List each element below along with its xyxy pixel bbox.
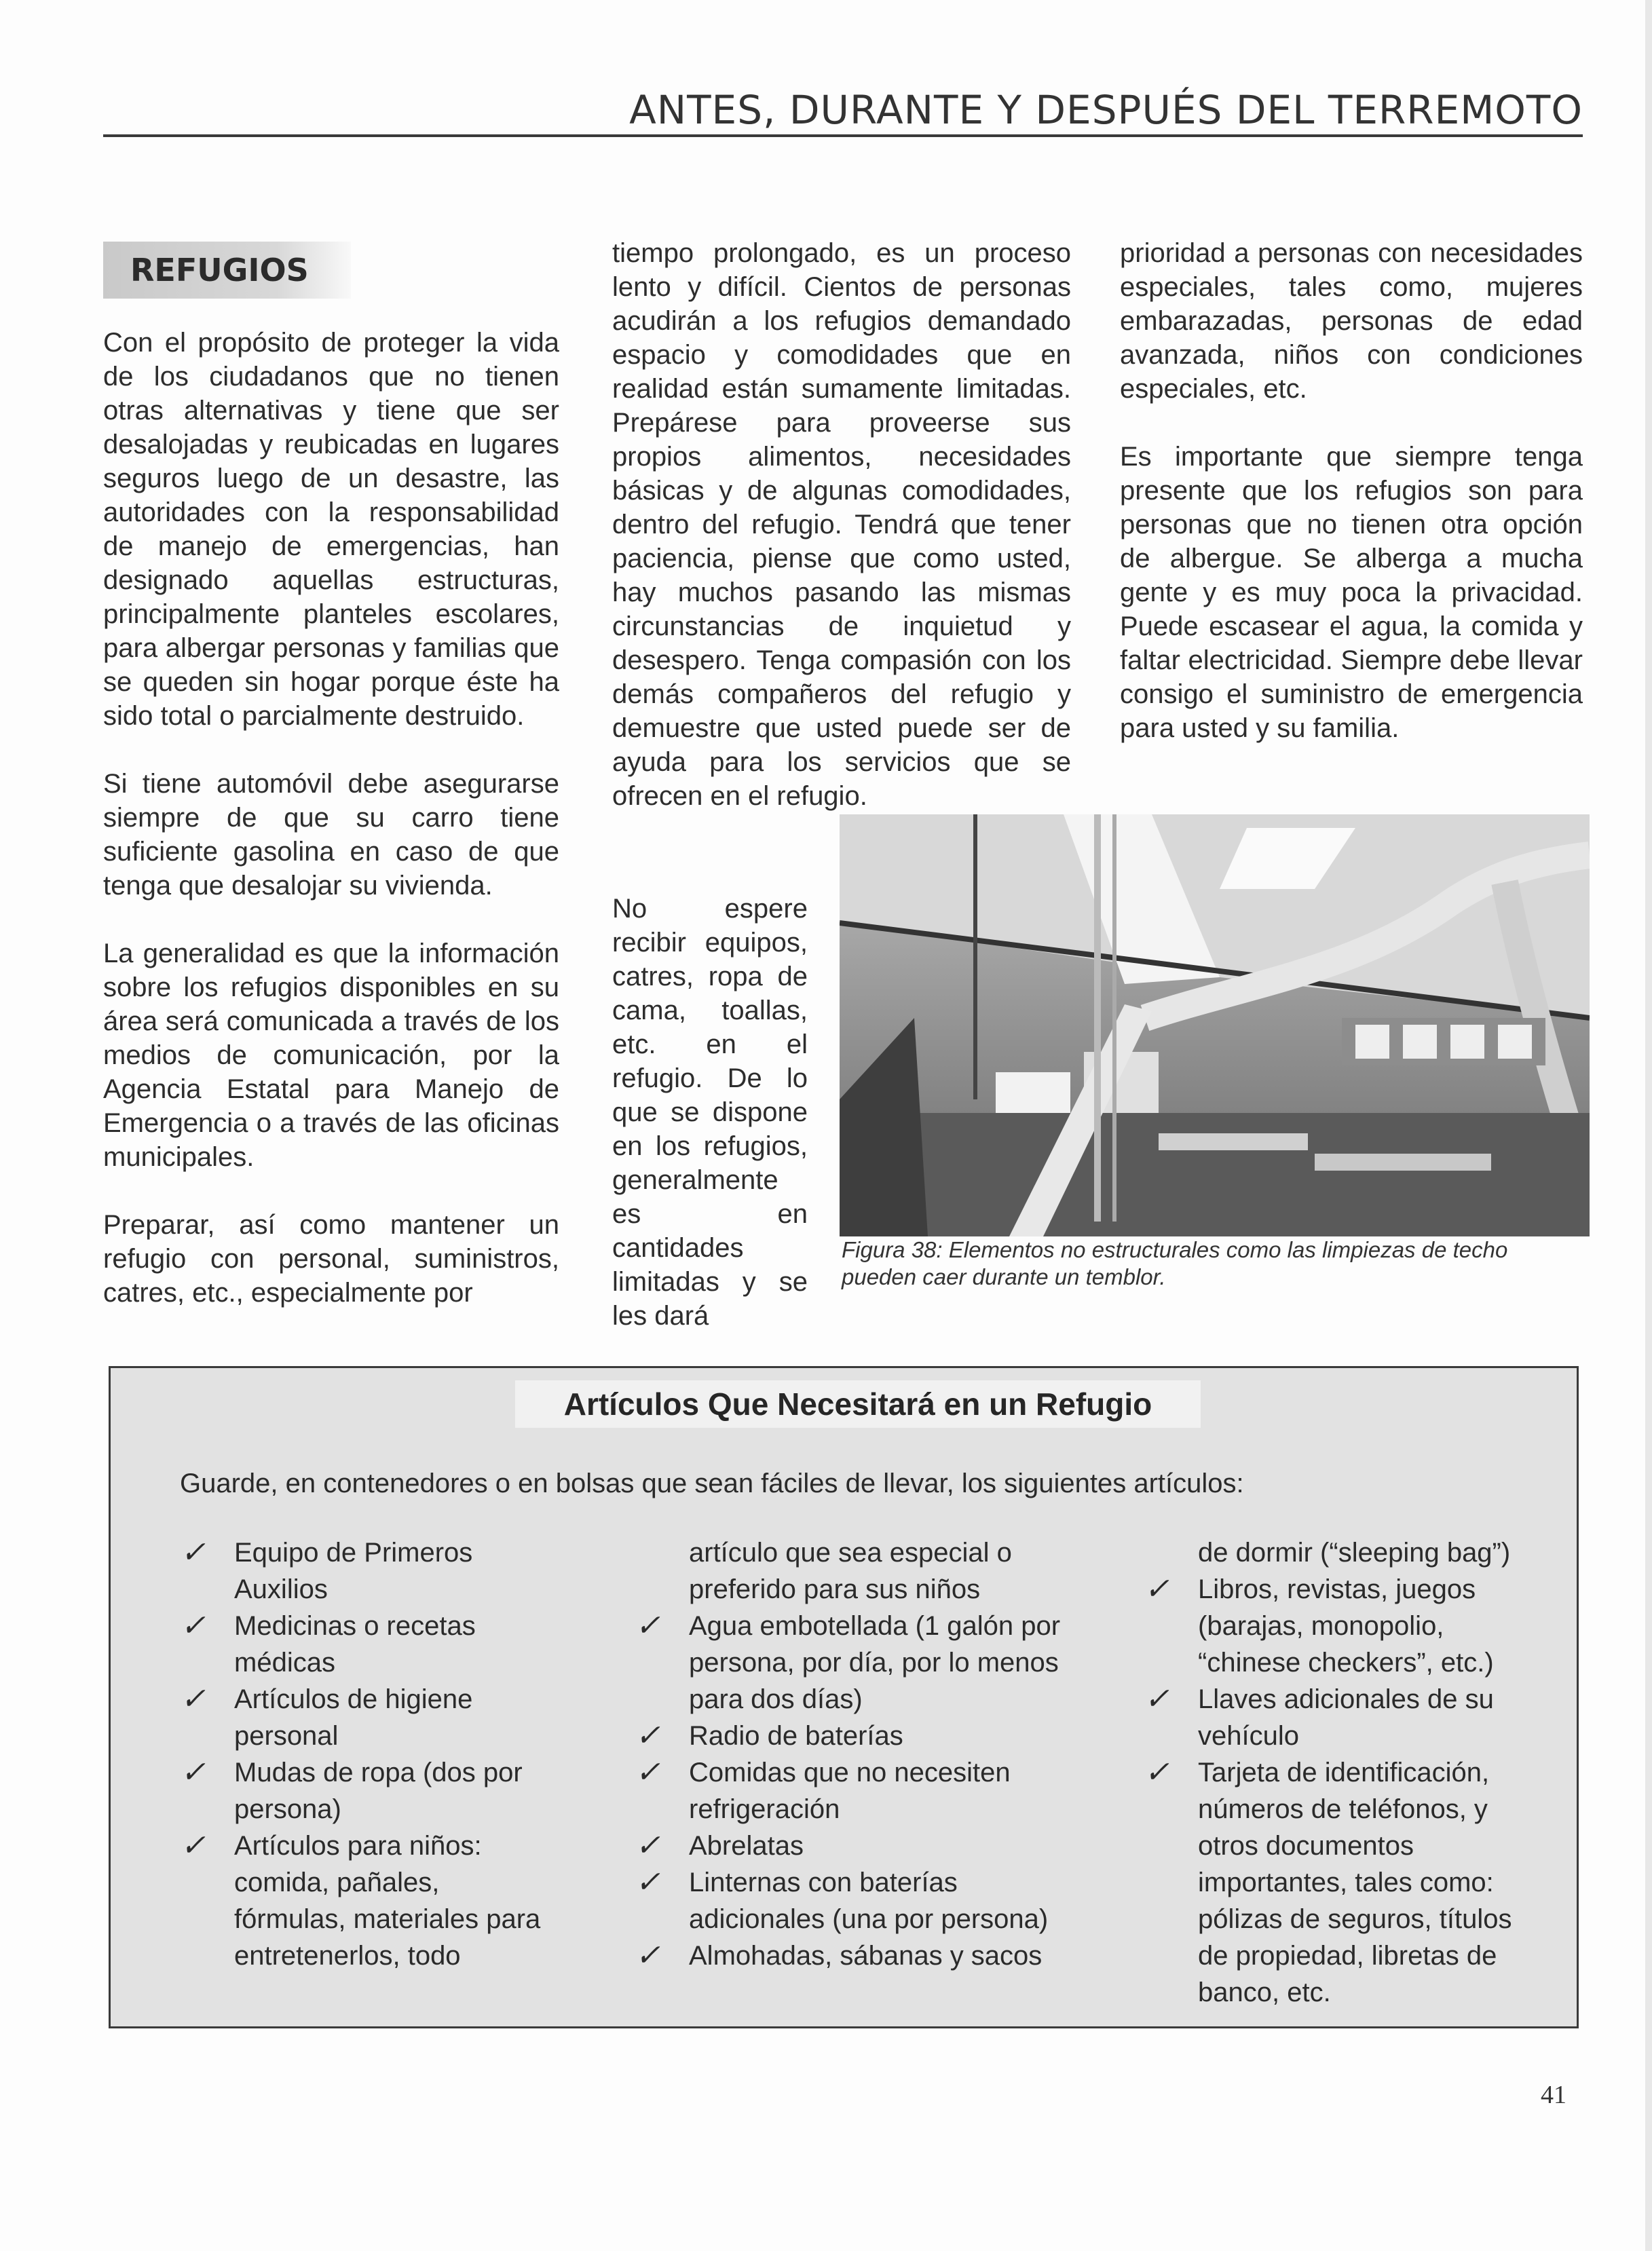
column-3	[1120, 236, 1583, 745]
box-intro: Guarde, en contenedores o en bolsas que sean fáciles de llevar, los siguientes artículos:	[180, 1469, 1244, 1498]
column-1	[103, 326, 559, 1310]
list-item-continuation: artículo que sea especial o preferido para sus niños	[689, 1538, 1012, 1604]
checkmark-icon: ✓	[181, 1682, 206, 1716]
column-2	[612, 236, 1071, 813]
paragraph: Con el propósito de proteger la vida de los ciudadanos que no tienen otras alternativas y tiene que ser desalojadas y reubicadas en lugares seguros luego de un desastre, las autoridades con la responsabilidad de manejo de emergencias, han designado aquellas estructuras, principalmente planteles escolares, para albergar personas y familias que se queden sin hogar porque éste ha sido total o parcialmente destruido.	[103, 328, 559, 731]
list-item: ✓ Radio de baterías	[630, 1718, 1064, 1754]
list-item: ✓ Almohadas, sábanas y sacos	[630, 1937, 1064, 1974]
items-list-1	[175, 1534, 555, 1974]
list-item: ✓ Equipo de Primeros Auxilios	[181, 1536, 473, 1604]
section-title: REFUGIOS	[103, 242, 351, 299]
list-item: ✓ Tarjeta de identificación, números de teléfonos, y otros documentos importantes, tales como: pólizas de seguros, títulos de propiedad, libretas de banco, etc.	[1144, 1756, 1512, 2007]
checkmark-icon: ✓	[1144, 1682, 1169, 1716]
checkmark-icon: ✓	[635, 1756, 660, 1789]
checkmark-icon: ✓	[181, 1829, 206, 1862]
paragraph: tiempo prolongado, es un proceso lento y difícil. Cientos de personas acudirán a los refugios demandado espacio y comodidades que en realidad están sumamente limitadas. Prepárese para proveerse sus propios alimentos, necesidades básicas y de algunas comodidades, dentro del refugio. Tendrá que tener paciencia, piense que como usted, hay muchos pasando las mismas circunstancias de inquietud y desespero. Tenga compasión con los demás compañeros del refugio y demuestre que usted puede ser de ayuda para los servicios que se ofrecen en el refugio.	[612, 238, 1071, 811]
checkmark-icon: ✓	[635, 1609, 660, 1642]
paragraph: Preparar, así como mantener un refugio con personal, suministros, catres, etc., especialmente por	[103, 1210, 559, 1308]
list-item: ✓ Linternas con baterías adicionales (una por persona)	[635, 1866, 1049, 1934]
list-item: ✓ Llaves adicionales de su vehículo	[1144, 1682, 1494, 1751]
shelter-items-box	[109, 1366, 1579, 2028]
list-item-continuation: de dormir (“sleeping bag”)	[1198, 1538, 1511, 1568]
box-title: Artículos Que Necesitará en un Refugio	[515, 1380, 1201, 1428]
paragraph: La generalidad es que la información sobre los refugios disponibles en su área será comunicada a través de los medios de comunicación, por la Agencia Estatal para Manejo de Emergencia o a través de las oficinas municipales.	[103, 939, 559, 1172]
header-rule	[103, 134, 1583, 137]
list-item: ✓ Artículos para niños: comida, pañales, fórmulas, materiales para entretenerlos, todo	[181, 1829, 541, 1971]
list-item: ✓ Comidas que no necesiten refrigeración	[635, 1756, 1011, 1824]
figure-caption: Figura 38: Elementos no estructurales como las limpiezas de techo pueden caer durante un temblor.	[842, 1237, 1508, 1289]
list-item: ✓ Mudas de ropa (dos por persona)	[181, 1756, 523, 1824]
checkmark-icon: ✓	[635, 1939, 660, 1972]
checkmark-icon: ✓	[181, 1536, 206, 1569]
page-number: 41	[1541, 2081, 1566, 2109]
paragraph: No espere recibir equipos, catres, ropa de cama, toallas, etc. en el refugio. De lo que se dispone en los refugios, generalmente es en cantidades limitadas y se les dará	[612, 894, 808, 1331]
checkmark-icon: ✓	[1144, 1756, 1169, 1789]
checkmark-icon: ✓	[181, 1609, 206, 1642]
running-header: ANTES, DURANTE Y DESPUÉS DEL TERREMOTO	[629, 87, 1583, 133]
checkmark-icon: ✓	[635, 1719, 660, 1752]
paragraph: prioridad a personas con necesidades especiales, tales como, mujeres embarazadas, personas de edad avanzada, niños con condiciones especiales, etc.	[1120, 238, 1583, 404]
items-list-3	[1139, 1534, 1546, 2011]
list-item: ✓ Artículos de higiene personal	[181, 1682, 473, 1751]
paragraph: Si tiene automóvil debe asegurarse siempre de que su carro tiene suficiente gasolina en caso de que tenga que desalojar su vivienda.	[103, 769, 559, 901]
list-item: ✓ Medicinas o recetas médicas	[181, 1609, 476, 1678]
column-2-narrow	[612, 892, 808, 1333]
items-list-2	[630, 1534, 1064, 1974]
figure-photo	[840, 814, 1590, 1236]
checkmark-icon: ✓	[1144, 1572, 1169, 1606]
checkmark-icon: ✓	[635, 1866, 660, 1899]
list-item: ✓ Agua embotellada (1 galón por persona, por día, por lo menos para dos días)	[635, 1609, 1061, 1714]
checkmark-icon: ✓	[181, 1756, 206, 1789]
paragraph: Es importante que siempre tenga presente que los refugios son para personas que no tienen otra opción de albergue. Se alberga a mucha gente y es muy poca la privacidad. Puede escasear el agua, la comida y faltar electricidad. Siempre debe llevar consigo el suministro de emergencia para usted y su familia.	[1120, 442, 1583, 743]
checkmark-icon: ✓	[635, 1829, 660, 1862]
list-item: ✓ Abrelatas	[630, 1828, 1064, 1864]
list-item: ✓ Libros, revistas, juegos (barajas, monopolio, “chinese checkers”, etc.)	[1144, 1572, 1494, 1678]
page-edge	[1645, 0, 1652, 2251]
